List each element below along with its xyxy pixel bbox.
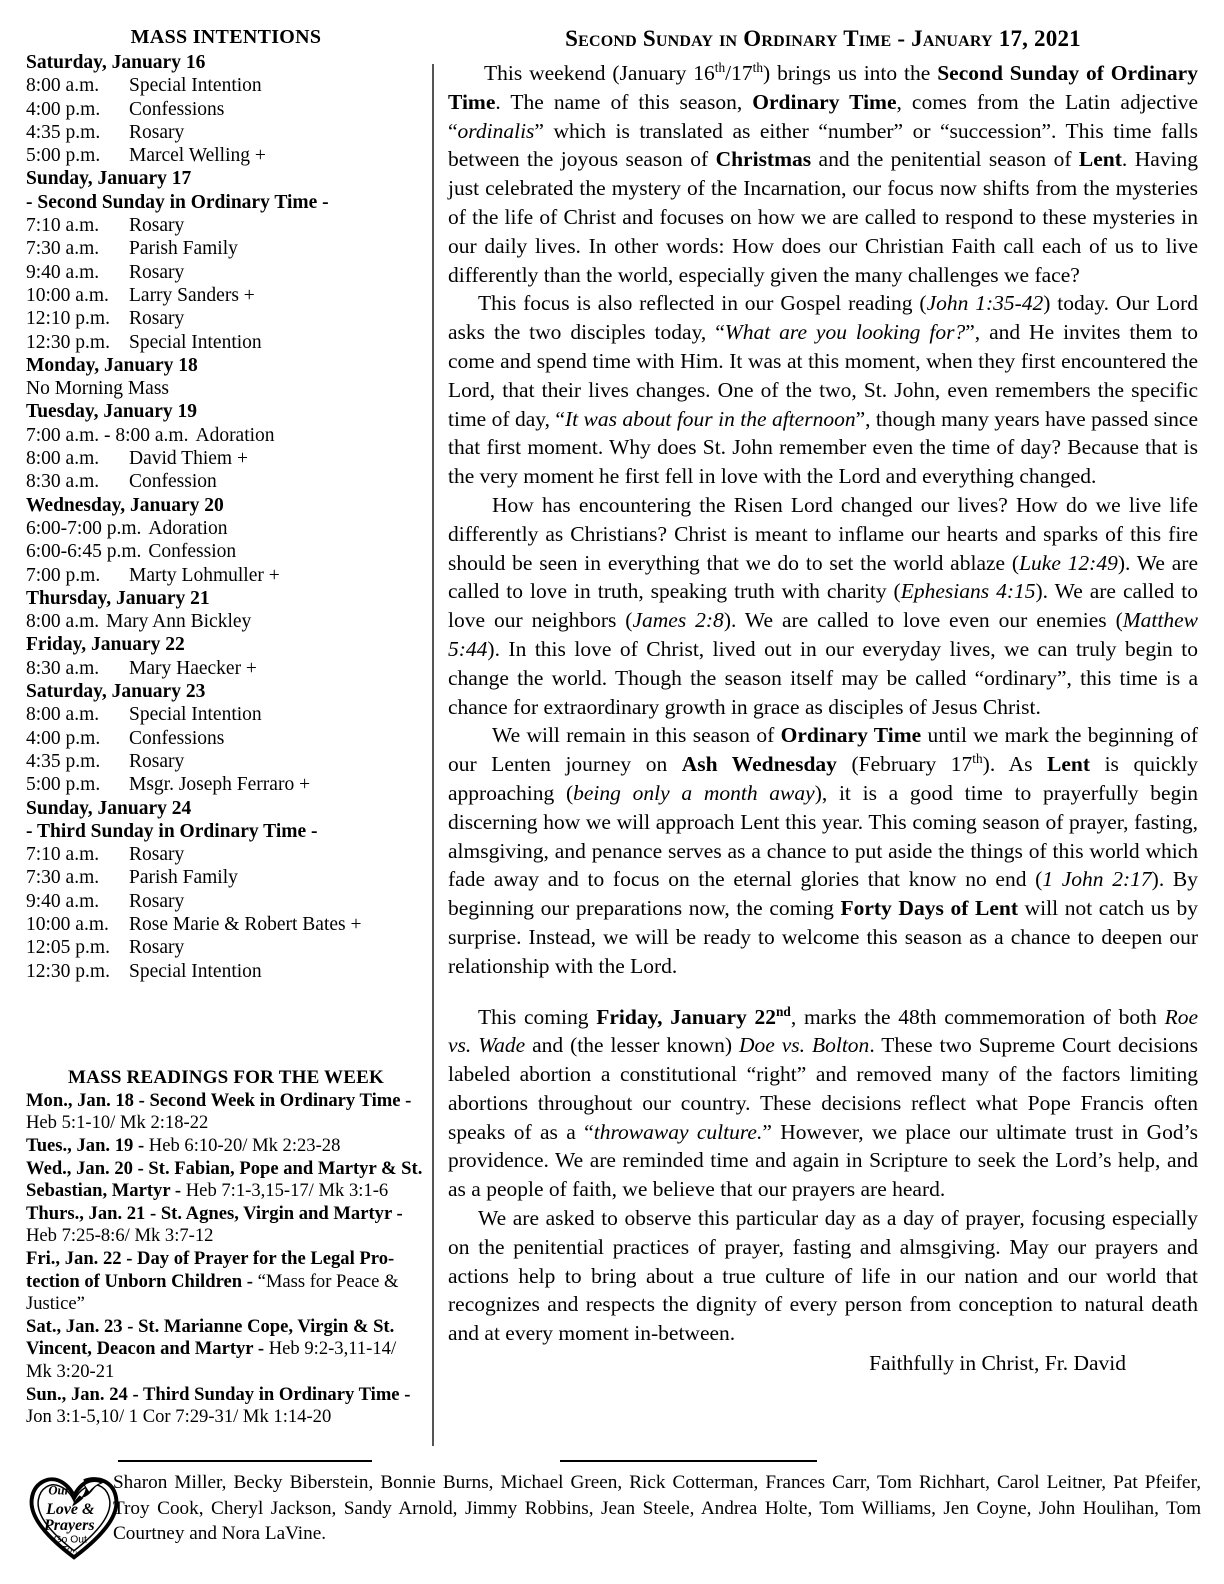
mass-reading-label: Thurs., Jan. 21 - St. Agnes, Virgin and Martyr - — [26, 1202, 403, 1224]
mass-entry-row — [26, 890, 426, 913]
mass-reading-item — [26, 1135, 426, 1158]
mass-reading-refs: Heb 9:2-3,11-14/ Mk 3:20-21 — [26, 1338, 397, 1382]
mass-day-heading: Tuesday, January 19 — [26, 401, 198, 423]
mass-entry-row — [26, 74, 426, 97]
mass-intentions-list — [26, 51, 426, 983]
mass-entry-row — [26, 98, 426, 121]
mass-entry-row — [26, 517, 426, 540]
mass-reading-refs: Heb 6:10-20/ Mk 2:23-28 — [144, 1135, 341, 1157]
mass-entry-description: Special Intention — [129, 960, 262, 982]
article-paragraph-6: We are asked to observe this particular day as a day of prayer, focusing especially on the penitential practices of prayer, fasting and almsgiving. May our prayers and actions help to bring about a true culture of life in our nation and our world that recognizes and respects the dignity of every person from conception to natural death and at every moment in-between. — [448, 1206, 1198, 1346]
mass-entry-row — [26, 284, 426, 307]
mass-entry-row — [26, 237, 426, 260]
mass-entry-row — [26, 261, 426, 284]
mass-readings-heading: MASS READINGS FOR THE WEEK — [68, 1066, 384, 1088]
mass-entry-description: Special Intention — [129, 75, 262, 97]
mass-entry-description: Confession — [129, 471, 217, 493]
mass-reading-label: Wed., Jan. 20 - St. Fabian, Pope and Martyr & St. Sebastian, Martyr - — [26, 1157, 423, 1202]
mass-entry-description: Confessions — [129, 98, 225, 120]
our-love-and-prayers-logo — [27, 1470, 121, 1562]
mass-entry-description: Confessions — [129, 727, 225, 749]
bulletin-title: Second Sunday in Ordinary Time - January 17, 2021 — [565, 26, 1081, 51]
mass-reading-refs: Jon 3:1-5,10/ 1 Cor 7:29-31/ Mk 1:14-20 — [26, 1406, 332, 1428]
mass-entry-description: Adoration — [148, 517, 228, 539]
mass-entry-time: 12:10 p.m. — [26, 308, 110, 330]
mass-entry-time: 5:00 p.m. — [26, 145, 101, 167]
svg-text:Go Out: Go Out — [53, 1534, 87, 1546]
mass-entry-description: Parish Family — [129, 867, 238, 889]
mass-intentions-heading: MASS INTENTIONS — [130, 26, 322, 48]
mass-entry-time: 8:30 a.m. — [26, 471, 100, 493]
mass-entry-row — [26, 657, 426, 680]
mass-entry-description: Adoration — [195, 424, 275, 446]
mass-entry-time: 5:00 p.m. — [26, 774, 101, 796]
mass-entry-time: 7:00 p.m. — [26, 564, 101, 586]
mass-day-heading: Friday, January 22 — [26, 634, 185, 656]
mass-reading-refs: Heb 5:1-10/ Mk 2:18-22 — [26, 1112, 209, 1134]
mass-entry-description: Rosary — [129, 308, 185, 330]
mass-entry-time: 4:00 p.m. — [26, 727, 101, 749]
mass-entry-description: Rosary — [129, 261, 185, 283]
mass-reading-refs: “Mass for Peace & Justice” — [26, 1270, 399, 1315]
mass-readings-list — [26, 1090, 426, 1429]
mass-entry-description: David Thiem + — [129, 448, 248, 470]
article-signature: Faithfully in Christ, Fr. David — [869, 1351, 1126, 1376]
mass-entry-time: 12:30 p.m. — [26, 960, 110, 982]
mass-entry-time: 8:00 a.m. — [26, 704, 100, 726]
mass-day-heading: Monday, January 18 — [26, 354, 198, 376]
mass-entry-row — [26, 447, 426, 470]
mass-entry-time: 8:00 a.m. — [26, 75, 100, 97]
mass-entry-time: 10:00 a.m. — [26, 913, 109, 935]
mass-entry-time: 7:30 a.m. — [26, 867, 100, 889]
mass-entry-row — [26, 121, 426, 144]
mass-day-subtitle: - Second Sunday in Ordinary Time - — [26, 191, 329, 213]
mass-entry-time: 9:40 a.m. — [26, 890, 100, 912]
prayer-names-list: Sharon Miller, Becky Biberstein, Bonnie Burns, Michael Green, Rick Cotterman, Frances Carr, Tom Richhart, Carol Leitner, Pat Pfeifer, Troy Cook, Cheryl Jackson, Sandy Arnold, Jimmy Robbins, Jean Steele, Andrea Holte, Tom Williams, Jen Coyne, John Houlihan, Tom Courtney and Nora LaVine. — [113, 1472, 1201, 1544]
mass-entry-description: Special Intention — [129, 331, 262, 353]
mass-entry-time: 6:00-6:45 p.m. — [26, 541, 142, 563]
mass-day-heading: Wednesday, January 20 — [26, 494, 224, 516]
mass-day-heading: Thursday, January 21 — [26, 587, 210, 609]
mass-entry-description: Mary Ann Bickley — [106, 611, 252, 633]
footer — [0, 1448, 1224, 1584]
mass-reading-label: Sun., Jan. 24 - Third Sunday in Ordinary Time - — [26, 1383, 411, 1405]
article-paragraph-4: We will remain in this season of Ordinary Time until we mark the beginning of our Lenten journey on Ash Wednesday (February 17th). As Lent is quickly approaching (being only a month away), it is a good time to prayerfully begin discerning how we will approach Lent this year. This coming season of prayer, fasting, almsgiving, and penance serves as a chance to put aside the things of this world which fade away and to focus on the eternal glories that know no end (1 John 2:17). By beginning our preparations now, the coming Forty Days of Lent will not catch us by surprise. Instead, we will be ready to welcome this season as a chance to deepen our relationship with the Lord. — [448, 723, 1199, 978]
article-paragraph-5: This coming Friday, January 22nd, marks the 48th commemoration of both Roe vs. Wade and (the lesser known) Doe vs. Bolton. These two Supreme Court decisions labeled abortion a constitutional “right” and removed many of the factors limiting abortions throughout our country. These decisions reflect what Pope Francis often speaks of as a “throwaway culture.” However, we place our ultimate trust in God’s providence. We are reminded time and again in Scripture to seek the Lord’s help, and as a people of faith, we believe that our prayers are heard. — [448, 1003, 1199, 1202]
mass-entry-row — [26, 960, 426, 983]
mass-reading-label: Fri., Jan. 22 - Day of Prayer for the Legal Pro-tection of Unborn Children - — [26, 1248, 395, 1292]
svg-text:Prayers: Prayers — [44, 1517, 95, 1535]
column-divider — [432, 64, 434, 1446]
mass-entry-description: Rosary — [129, 844, 185, 866]
footer-rule-right — [560, 1460, 817, 1462]
mass-entry-time: 7:10 a.m. — [26, 844, 100, 866]
mass-entry-time: 8:30 a.m. — [26, 657, 100, 679]
mass-note: No Morning Mass — [26, 378, 170, 400]
article-paragraph-2: This focus is also reflected in our Gospel reading (John 1:35-42) today. Our Lord asks the two disciples today, “What are you looking for?”, and He invites them to come and spend time with Him. It was at this moment, when they first encountered the Lord, that their lives changes. One of the two, St. John, even remembers the specific time of day, “It was about four in the afternoon”, though many years have passed since that first moment. Why does St. John remember even the time of day? Because that is the very moment he first fell in love with the Lord and everything changed. — [448, 291, 1199, 489]
columns-container — [0, 26, 1224, 1446]
svg-text:To...: To... — [62, 1544, 81, 1555]
mass-entry-description: Special Intention — [129, 704, 262, 726]
mass-entry-row — [26, 144, 426, 167]
mass-entry-description: Rosary — [129, 121, 185, 143]
mass-entry-row — [26, 470, 426, 493]
mass-entry-time: 4:35 p.m. — [26, 750, 101, 772]
mass-entry-time: 4:00 p.m. — [26, 98, 101, 120]
mass-entry-row — [26, 773, 426, 796]
article-paragraph-1: This weekend (January 16th/17th) brings us into the Second Sunday of Ordinary Time. The name of this season, Ordinary Time, comes from the Latin adjective “ordinalis” which is translated as either “number” or “succession”. This time falls between the joyous season of Christmas and the penitential season of Lent. Having just celebrated the mystery of the Incarnation, our focus now shifts from the mysteries of the life of Christ and focuses on how we are called to respond to these mysteries in our daily lives. In other words: How does our Christian Faith call each of us to live differently than the world, especially given the many challenges we face? — [448, 59, 1199, 287]
mass-entry-description: Rosary — [129, 215, 185, 237]
svg-text:Love &: Love & — [46, 1501, 95, 1519]
mass-entry-time: 4:35 p.m. — [26, 121, 101, 143]
mass-entry-description: Confession — [148, 541, 237, 563]
svg-text:Our: Our — [48, 1483, 70, 1498]
mass-entry-row — [26, 913, 426, 936]
article-paragraph-3: How has encountering the Risen Lord changed our lives? How do we live life differently as Christians? Christ is meant to inflame our hearts and sparks of this fire should be seen in everything that we do to set the world ablaze (Luke 12:49). We are called to love in truth, speaking truth with charity (Ephesians 4:15). We are called to love our neighbors (James 2:8). We are called to love even our enemies (Matthew 5:44). In this love of Christ, lived out in our everyday lives, we can truly begin to change the world. Though the season itself may be called “ordinary”, this time is a chance for extraordinary growth in grace as disciples of Jesus Christ. — [448, 492, 1198, 719]
mass-entry-row — [26, 424, 426, 447]
mass-entry-description: Msgr. Joseph Ferraro + — [129, 774, 311, 796]
mass-entry-row — [26, 843, 426, 866]
mass-reading-item — [26, 1248, 426, 1316]
right-column — [448, 26, 1198, 1378]
mass-entry-row — [26, 214, 426, 237]
mass-reading-item — [26, 1090, 426, 1135]
mass-entry-description: Marcel Welling + — [129, 145, 266, 167]
mass-entry-description: Parish Family — [129, 238, 238, 260]
mass-entry-time: 7:00 a.m. - 8:00 a.m. — [26, 424, 189, 446]
mass-entry-row — [26, 610, 426, 633]
mass-entry-time: 12:05 p.m. — [26, 937, 110, 959]
mass-entry-row — [26, 727, 426, 750]
mass-day-heading: Sunday, January 17 — [26, 168, 192, 190]
mass-entry-description: Rosary — [129, 750, 185, 772]
mass-entry-row — [26, 866, 426, 889]
mass-day-heading: Sunday, January 24 — [26, 797, 192, 819]
mass-entry-row — [26, 936, 426, 959]
mass-readings-section — [26, 1067, 426, 1429]
mass-entry-description: Rose Marie & Robert Bates + — [129, 913, 362, 935]
mass-reading-label: Tues., Jan. 19 - — [26, 1135, 145, 1157]
mass-day-subtitle: - Third Sunday in Ordinary Time - — [26, 820, 318, 842]
mass-entry-description: Mary Haecker + — [129, 657, 257, 679]
mass-day-heading: Saturday, January 16 — [26, 52, 206, 73]
mass-day-heading: Saturday, January 23 — [26, 681, 206, 703]
mass-entry-row — [26, 540, 426, 563]
mass-entry-description: Rosary — [129, 890, 185, 912]
mass-reading-label: Sat., Jan. 23 - St. Marianne Cope, Virgin & St. Vincent, Deacon and Martyr - — [26, 1315, 395, 1360]
mass-entry-time: 7:30 a.m. — [26, 238, 100, 260]
mass-entry-row — [26, 750, 426, 773]
mass-entry-description: Rosary — [129, 937, 185, 959]
pastor-article — [448, 59, 1198, 1378]
mass-reading-refs: Heb 7:25-8:6/ Mk 3:7-12 — [26, 1225, 214, 1247]
mass-reading-item — [26, 1316, 426, 1384]
mass-reading-refs: Heb 7:1-3,15-17/ Mk 3:1-6 — [181, 1180, 389, 1202]
mass-entry-row — [26, 307, 426, 330]
mass-entry-row — [26, 564, 426, 587]
mass-entry-time: 9:40 a.m. — [26, 261, 100, 283]
mass-entry-row — [26, 703, 426, 726]
mass-entry-time: 8:00 a.m. — [26, 611, 100, 633]
mass-entry-time: 7:10 a.m. — [26, 215, 100, 237]
footer-rule-left — [118, 1460, 372, 1462]
mass-entry-time: 10:00 a.m. — [26, 284, 109, 306]
mass-reading-item — [26, 1384, 426, 1429]
mass-entry-description: Larry Sanders + — [129, 284, 255, 306]
mass-entry-row — [26, 331, 426, 354]
mass-reading-label: Mon., Jan. 18 - Second Week in Ordinary Time - — [26, 1089, 412, 1111]
mass-reading-item — [26, 1203, 426, 1248]
mass-reading-item — [26, 1158, 426, 1203]
mass-entry-time: 6:00-7:00 p.m. — [26, 517, 142, 539]
mass-entry-time: 8:00 a.m. — [26, 448, 100, 470]
mass-entry-time: 12:30 p.m. — [26, 331, 110, 353]
left-column — [26, 26, 426, 1429]
mass-entry-description: Marty Lohmuller + — [129, 564, 280, 586]
